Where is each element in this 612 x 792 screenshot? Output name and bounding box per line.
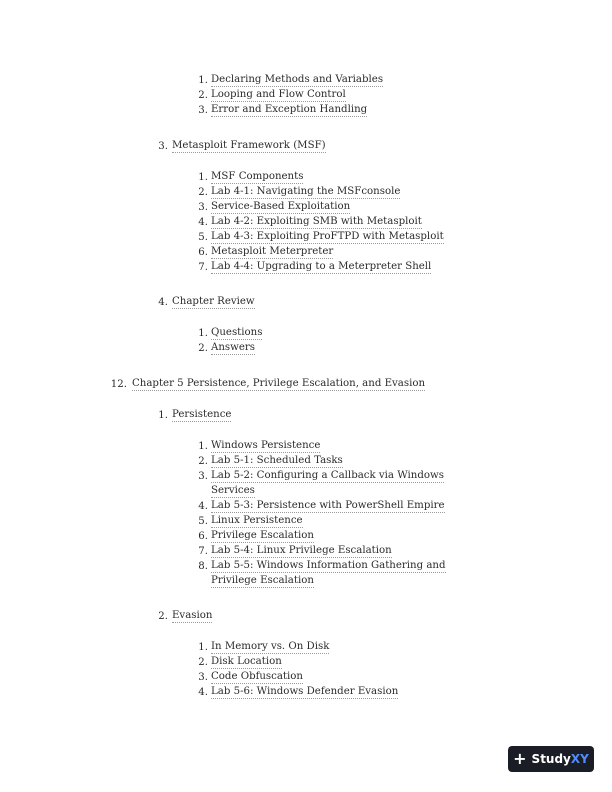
- plus-icon: +: [513, 749, 527, 768]
- studyxy-logo: [508, 746, 594, 772]
- brand-name: StudyXY: [531, 752, 589, 766]
